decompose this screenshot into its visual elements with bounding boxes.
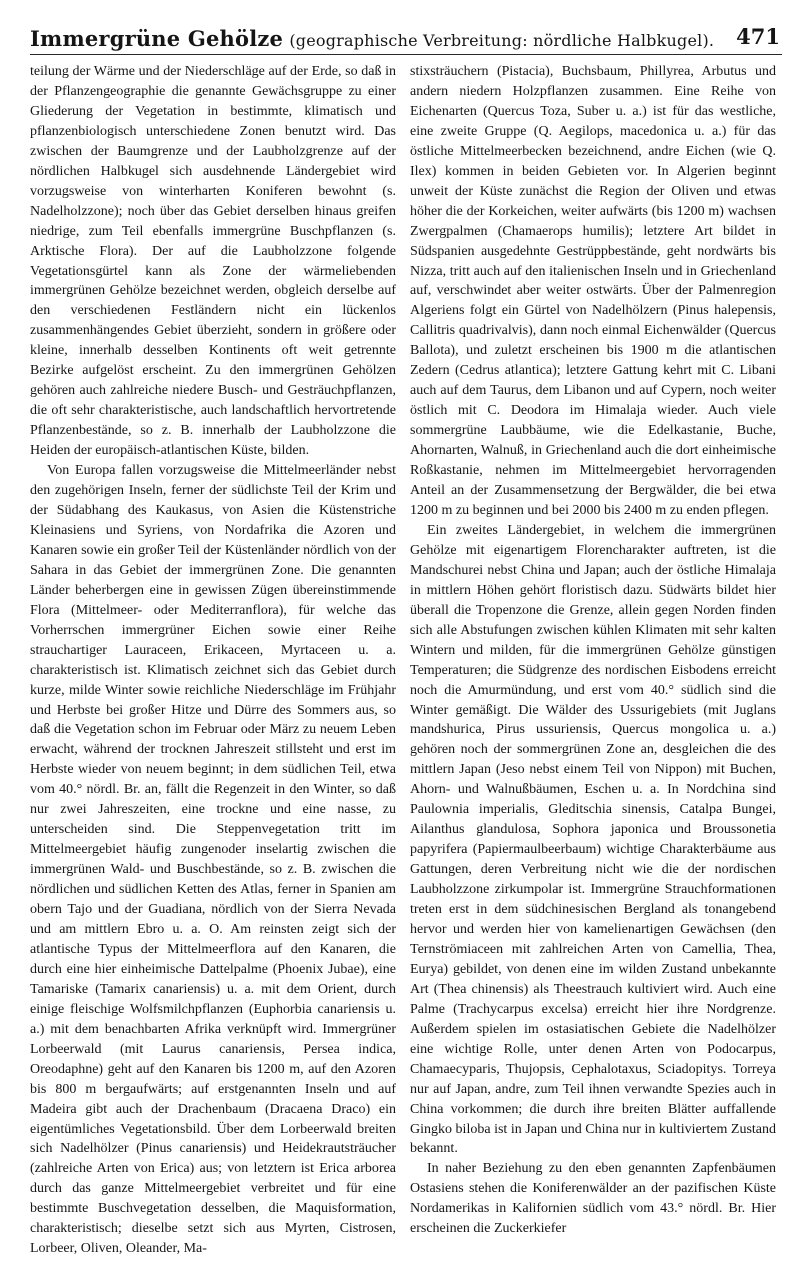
paragraph: In naher Beziehung zu den eben genannten Zapfenbäumen Ostasiens stehen die Koniferenwälder an der pazifischen Küste Nordamerikas in Kalifornien südlich vom 43.° nördl. Br. Hier erscheinen die Zuckerkiefer (410, 1161, 776, 1237)
page-number: 471 (736, 24, 780, 49)
running-title (30, 26, 715, 51)
paragraph: teilung der Wärme und der Niederschläge auf der Erde, so daß in der Pflanzengeographie die genannte Gewächsgruppe zu einer Gliederung der Vegetation in bestimmte, klimatisch und pflanzenbiologisch unterschiedene Zonen benutzt wird. Das zwischen der Baumgrenze und der Laubholzgrenze auf der nördlichen Halbkugel sich ausdehnende Ländergebiet wird vorzugsweise von winterharten Koniferen bewohnt (s. Nadelholzzone); noch über das Gebiet derselben hinaus greifen niedrige, zum Teil ebenfalls immergrüne Buschpflanzen (s. Arktische Flora). Der auf die Laubholzzone folgende Vegetationsgürtel kann als Zone der wärmeliebenden immergrünen Gehölze bezeichnet werden, obgleich derselbe auf den verschiedenen Festländern nicht ein lückenlos zusammenhängendes Gebiet überzieht, sondern in größere oder kleine, innerhalb desselben Kontinents oft weit getrennte Bezirke aufgelöst erscheint. Zu den immergrünen Gehölzen gehören auch zahlreiche niedere Busch- und Gesträuchpflanzen, die oft sehr charakteristische, auch landschaftlich hervortretende Pflanzenbestände, so z. B. innerhalb der Laubholzzone die Heiden der europäisch-atlantischen Küste, bilden. (30, 64, 396, 459)
running-title-sub: (geographische Verbreitung: nördliche Halbkugel). (289, 31, 715, 50)
running-head (30, 20, 782, 55)
paragraph: Ein zweites Ländergebiet, in welchem die immergrünen Gehölze mit eigenartigem Florencharakter auftreten, ist die Mandschurei nebst China und Japan; auch der östliche Himalaja in mittlern Höhen gehört floristisch dazu. Südwärts bildet hier überall die Tropenzone die Grenze, allein gegen Norden finden sich alle Abstufungen zwischen kühlen Klimaten mit sehr kalten Wintern und milden, für die immergrünen Gehölze günstigen Temperaturen; die Südgrenze des nordischen Eisbodens erreicht noch die Amurmündung, und erst vom 40.° südlich sind die Winter gemäßigt. Die Wälder des Ussurigebiets (mit Juglans mandshurica, Pirus ussuriensis, Quercus mongolica u. a.) gehören noch der sommergrünen Zone an, desgleichen die des mittlern Japan (Jeso nebst einem Teil von Nippon) mit Buchen, Ahorn- und Walnußbäumen, Eschen u. a. In Nordchina sind Paulownia imperialis, Gleditschia sinensis, Catalpa Bungei, Ailanthus glandulosa, Sophora japonica und Broussonetia papyrifera (Papiermaulbeerbaum) wichtige Charakterbäume aus Gattungen, deren Verbreitung nicht wie die der nordischen Laubholzzone zirkumpolar ist. Immergrüne Strauchformationen treten erst in dem südchinesischen Bergland als tonangebend hervor und werden hier von kamelienartigen Gewächsen (den Ternströmiaceen mit zahlreichen Arten von Camellia, Thea, Eurya) gebildet, von denen eine im wilden Zustand unbekannte Art (Thea chinensis) als Theestrauch kultiviert wird. Auch eine Palme (Trachycarpus excelsa) erreicht hier ihre Nordgrenze. Außerdem spielen im ostasiatischen Gebiete die Nadelhölzer eine wichtige Rolle, unter denen Arten von Podocarpus, Chamaecyparis, Thujopsis, Cephalotaxus, Sciadopitys. Torreya nur auf Japan, andre, zum Teil ihnen verwandte Spezies auch in China vorkommen; die durch ihre breiten Blätter auffallende Gingko biloba ist in Japan und China nur in kultiviertem Zustand bekannt. (410, 522, 776, 1157)
right-column (410, 62, 776, 1239)
paragraph: stixsträuchern (Pistacia), Buchsbaum, Phillyrea, Arbutus und andern niedern Holzpflanzen zusammen. Eine Reihe von Eichenarten (Quercus Toza, Suber u. a.) ist für das westliche, eine zweite Gruppe (Q. Aegilops, macedonica u. a.) für das östliche Mittelmeerbecken bezeichnend, andre Eichen (wie Q. Ilex) kommen in beiden Gebieten vor. In Algerien beginnt unweit der Küste zunächst die Region der Oliven und etwas höher die der Korkeichen, weiter aufwärts (bis 1200 m) wachsen Zwergpalmen (Chamaerops humilis); letztere Art bildet in Südspanien ausgedehnte Gestrüppbestände, geht nordwärts bis Nizza, tritt auch auf den italienischen Inseln und in Griechenland auf, verschwindet aber weiter ostwärts. Über der Palmenregion Algeriens folgt ein Gürtel von Nadelhölzern (Pinus halepensis, Callitris quadrivalvis), dann noch einmal Eichenwälder (Quercus Ballota), und zuletzt erscheinen bis 1900 m die atlantischen Zedern (Cedrus atlantica); letztere Gattung kehrt mit C. Libani auch auf dem Taurus, dem Libanon und auf Cypern, noch weiter östlich mit C. Deodora im Himalaja wieder. Auch viele sommergrüne Laubbäume, wie die Edelkastanie, Buche, Ahornarten, Walnuß, in Griechenland auch die dort einheimische Roßkastanie, nehmen im Mittelmeergebiet hervorragenden Anteil an der Zusammensetzung der Bergwälder, die bei etwa 1200 m zu beginnen und bei 2000 bis 2400 m zu enden pflegen. (410, 64, 776, 518)
running-title-main: Immergrüne Gehölze (30, 26, 284, 51)
left-column (30, 62, 396, 1259)
paragraph: Von Europa fallen vorzugsweise die Mittelmeerländer nebst den zugehörigen Inseln, ferner der südlichste Teil der Krim und der Südabhang des Kaukasus, von Asien die Küstenstriche Kleinasiens und Syriens, von Nordafrika die Azoren und Kanaren sowie ein großer Teil der Küstenländer nördlich von der Sahara in das Gebiet der immergrünen Zone. Die genannten Länder beherbergen eine in gewissen Zügen übereinstimmende Flora (Mittelmeer- oder Mediterranflora), für welche das Vorherrschen immergrüner Eichen sowie einer Reihe strauchartiger Lauraceen, Erikaceen, Myrtaceen u. a. charakteristisch ist. Klimatisch zeichnet sich das Gebiet durch kurze, milde Winter sowie reichliche Niederschläge im Frühjahr und Herbste bei großer Hitze und Dürre des Sommers aus, so daß die Vegetation schon im Februar oder März zu neuem Leben erwacht, während der trocknen Jahreszeit stillsteht und erst im Herbste wieder von neuem beginnt; in dem südlichen Teil, etwa vom 40.° nördl. Br. an, fällt die Regenzeit in den Winter, so daß nur zwei Jahreszeiten, eine trockne und eine nasse, zu unterscheiden sind. Die Steppenvegetation tritt im Mittelmeergebiet häufig zungenoder inselartig zwischen die immergrünen Wald- und Buschbestände, so z. B. zwischen die nördlichen und südlichen Ketten des Atlas, ferner in Spanien am obern Tajo und der Guadiana, nördlich von der Sierra Nevada und am mittlern Ebro u. a. O. Am reinsten zeigt sich der atlantische Typus der Mittelmeerflora auf den Kanaren, die durch eine hier einheimische Dattelpalme (Phoenix Jubae), eine Tamariske (Tamarix canariensis) u. a. mit dem Orient, durch einige fleischige Wolfsmilchpflanzen (Euphorbia canariensis u. a.) mit dem benachbarten Afrika verknüpft wird. Immergrüner Lorbeerwald (mit Laurus canariensis, Persea indica, Oreodaphne) geht auf den Kanaren bis 1200 m, auf den Azoren bis 800 m bergaufwärts; auf erstgenannten Inseln und auf Madeira gibt auch der Drachenbaum (Dracaena Draco) ein eigentümliches Vegetationsbild. Über dem Lorbeerwald breiten sich Nadelhölzer (Pinus canariensis) und Heidekrautsträucher (zahlreiche Arten von Erica) aus; von letztern ist Erica arborea durch das ganze Mittelmeergebiet verbreitet und für eine bestimmte Buschvegetation desselben, die Maquisformation, charakteristisch; dieselbe setzt sich aus Myrten, Cistrosen, Lorbeer, Oliven, Oleander, Ma- (30, 463, 396, 1257)
